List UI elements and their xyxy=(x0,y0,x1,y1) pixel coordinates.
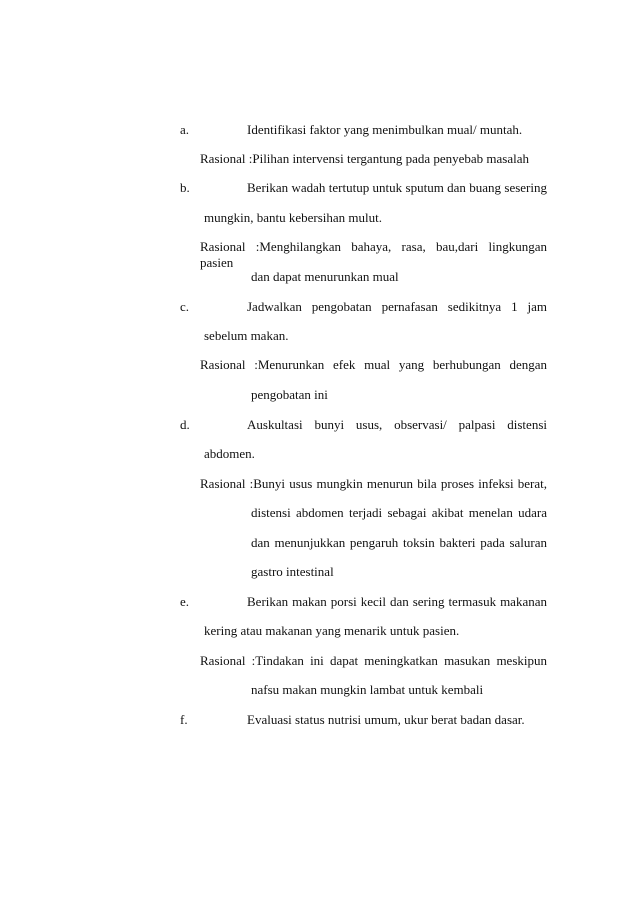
item-d-letter: d. xyxy=(180,417,190,432)
item-c-text: Jadwalkan pengobatan pernafasan sedikitnya 1 jam xyxy=(247,299,547,314)
item-c-rasional-continued: pengobatan ini xyxy=(251,387,328,402)
item-b-text-continued: mungkin, bantu kebersihan mulut. xyxy=(204,210,383,225)
item-d-rasional-continued-3: gastro intestinal xyxy=(251,564,334,579)
item-a-letter: a. xyxy=(180,122,190,137)
item-e-letter: e. xyxy=(180,594,190,609)
item-a-rasional: Rasional :Pilihan intervensi tergantung pada penyebab masalah xyxy=(200,151,530,166)
item-e-rasional: Rasional :Tindakan ini dapat meningkatkan masukan meskipun xyxy=(200,653,547,668)
item-d-text: Auskultasi bunyi usus, observasi/ palpasi distensi xyxy=(247,417,547,432)
item-a-text: Identifikasi faktor yang menimbulkan mual/ muntah. xyxy=(247,122,523,137)
item-d-rasional-continued-2: dan menunjukkan pengaruh toksin bakteri pada saluran xyxy=(251,535,547,550)
item-c-letter: c. xyxy=(180,299,190,314)
item-b-rasional: Rasional :Menghilangkan bahaya, rasa, bau,dari lingkungan pasien xyxy=(200,239,547,270)
item-d-text-continued: abdomen. xyxy=(204,446,255,461)
item-e-text-continued: kering atau makanan yang menarik untuk pasien. xyxy=(204,623,460,638)
item-b-rasional-continued: dan dapat menurunkan mual xyxy=(251,269,399,284)
item-d-rasional-continued-1: distensi abdomen terjadi sebagai akibat menelan udara xyxy=(251,505,547,520)
item-e-text: Berikan makan porsi kecil dan sering termasuk makanan xyxy=(247,594,547,609)
item-b-text: Berikan wadah tertutup untuk sputum dan buang sesering xyxy=(247,180,547,195)
item-f-letter: f. xyxy=(180,712,188,727)
item-c-rasional: Rasional :Menurunkan efek mual yang berhubungan dengan xyxy=(200,357,547,372)
item-f-text: Evaluasi status nutrisi umum, ukur berat badan dasar. xyxy=(247,712,525,727)
item-b-letter: b. xyxy=(180,180,190,195)
item-e-rasional-continued: nafsu makan mungkin lambat untuk kembali xyxy=(251,682,484,697)
item-d-rasional: Rasional :Bunyi usus mungkin menurun bila proses infeksi berat, xyxy=(200,476,547,491)
item-c-text-continued: sebelum makan. xyxy=(204,328,289,343)
